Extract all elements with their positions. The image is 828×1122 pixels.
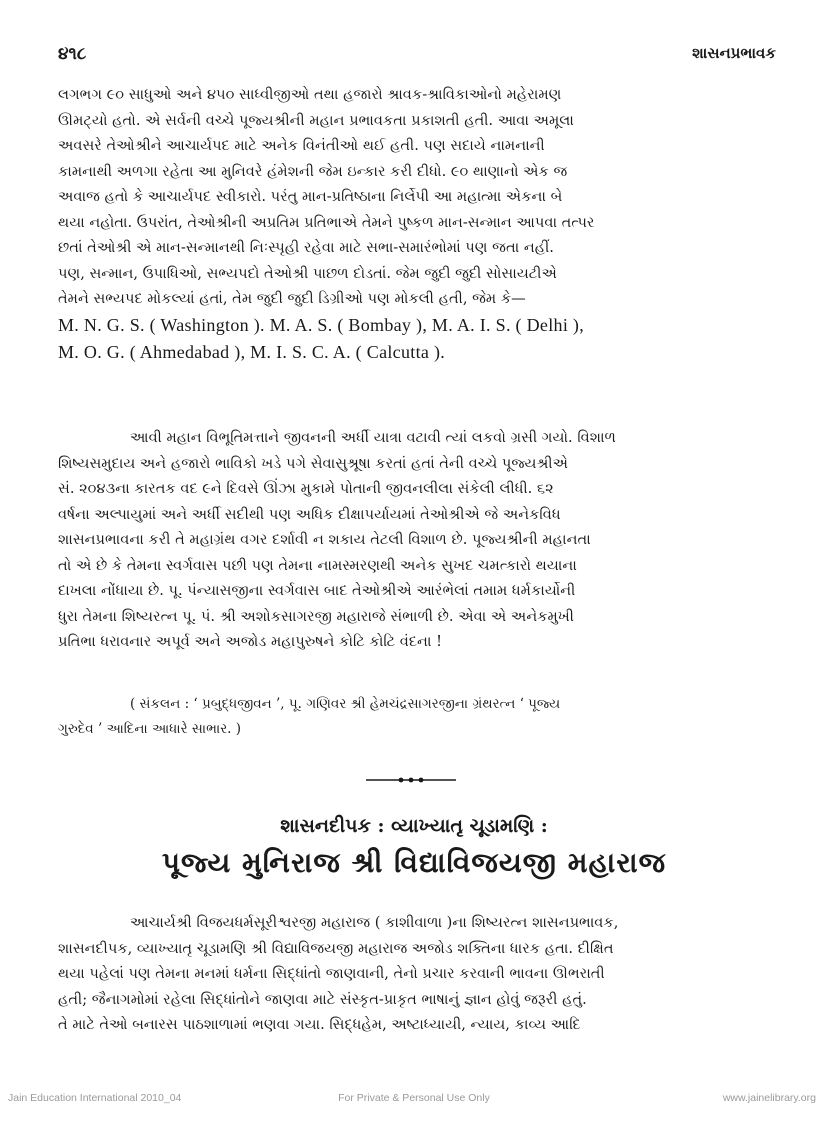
text-line: તો એ છે કે તેમના સ્વર્ગવાસ પછી પણ તેમના નામસ્મરણથી અનેક સુખદ ચમત્કારો થયાના xyxy=(58,556,577,574)
footer-usage-note: For Private & Personal Use Only xyxy=(338,1092,490,1104)
page-number: ૪૧૮ xyxy=(58,44,87,64)
text-line: તેમને સભ્યપદ મોકલ્યાં હતાં, તેમ જુદી જુદી ડિગ્રીઓ પણ મોકલી હતી, જેમ કે— xyxy=(58,290,526,307)
text-line: છતાં તેઓશ્રી એ માન-સન્માનથી નિઃસ્પૃહી રહેવા માટે સભા-સમારંભોમાં પણ જતા નહીં. xyxy=(58,239,554,256)
article-body xyxy=(58,910,772,1038)
text-line: હતી; જૈનાગમોમાં રહેલા સિદ્ધાંતોને જાણવા માટે સંસ્કૃત-પ્રાકૃત ભાષાનું જ્ઞાન હોવું જરૂરી હતું. xyxy=(58,990,587,1008)
text-line: લગભગ ૯૦ સાધુઓ અને ૪૫૦ સાધ્વીજીઓ તથા હજારો શ્રાવક-શ્રાવિકાઓનો મહેરામણ xyxy=(58,86,562,103)
text-line: તે માટે તેઓ બનારસ પાઠશાળામાં ભણવા ગયા. સિદ્ધહેમ, અષ્ટાધ્યાયી, ન્યાય, કાવ્ય આદિ xyxy=(58,1016,581,1033)
credit-line: ( સંકલન : ‘ પ્રબુદ્ધજીવન ’, પૂ. ગણિવર શ્રી હેમચંદ્રસાગરજીના ગ્રંથરત્ન ‘ પૂજ્ય xyxy=(130,696,561,712)
text-line: અવસરે તેઓશ્રીને આચાર્યપદ માટે અનેક વિનંતીઓ થઈ હતી. પણ સદાયે નામનાની xyxy=(58,137,545,154)
degrees-line: M. O. G. ( Ahmedabad ), M. I. S. C. A. ( Calcutta ). xyxy=(58,341,446,362)
text-line: આવી મહાન વિભૂતિમત્તાને જીવનની અર્ધી યાત્રા વટાવી ત્યાં લકવો ગ્રસી ગયો. વિશાળ xyxy=(130,429,616,446)
footer-website-link[interactable]: www.jainelibrary.org xyxy=(722,1092,816,1104)
article-title: પૂજ્ય મુનિરાજ શ્રી વિદ્યાવિજયજી મહારાજ xyxy=(161,846,667,879)
text-line: વર્ષના અલ્પાયુમાં અને અર્ધી સદીથી પણ અધિક દીક્ષાપર્યાયમાં તેઓશ્રીએ જે અનેકવિધ xyxy=(58,505,561,523)
text-line: ઊમટ્યો હતો. એ સર્વની વચ્ચે પૂજ્યશ્રીની મહાન પ્રભાવકતા પ્રકાશતી હતી. આવા અમૂલા xyxy=(58,111,574,129)
text-line: ધુરા તેમના શિષ્યરત્ન પૂ. પં. શ્રી અશોકસાગરજી મહારાજે સંભાળી છે. એવા એ અનેકમુખી xyxy=(58,607,574,625)
footer-publisher: Jain Education International 2010_04 xyxy=(8,1092,182,1104)
running-title: શાસનપ્રભાવક xyxy=(692,44,776,62)
article-subtitle: શાસનદીપક : વ્યાખ્યાતૃ ચૂડામણિ : xyxy=(280,815,548,837)
text-line: અવાજ હતો કે આચાર્યપદ સ્વીકારો. પરંતુ માન-પ્રતિષ્ઠાના નિર્લેપી આ મહાત્મા એકના બે xyxy=(58,188,563,205)
degrees-line: M. N. G. S. ( Washington ). M. A. S. ( Bombay ), M. A. I. S. ( Delhi ), xyxy=(58,314,585,335)
text-line: થયા પહેલાં પણ તેમના મનમાં ધર્મના સિદ્ધાંતો જાણવાની, તેનો પ્રચાર કરવાની ભાવના ઊભરાતી xyxy=(58,965,605,982)
text-line: દાખલા નોંધાયા છે. પૂ. પંન્યાસજીના સ્વર્ગવાસ બાદ તેઓશ્રીએ આરંભેલાં તમામ ધર્મકાર્યોની xyxy=(58,582,576,599)
text-line: પણ, સન્માન, ઉપાધિઓ, સભ્યપદો તેઓશ્રી પાછળ દોડતાં. જેમ જુદી જુદી સોસાયટીએ xyxy=(58,264,557,282)
text-line: પ્રતિભા ધરાવનાર અપૂર્વ અને અજોડ મહાપુરુષને કોટિ કોટિ વંદના ! xyxy=(58,633,443,650)
text-line: શાસનદીપક, વ્યાખ્યાતૃ ચૂડામણિ શ્રી વિદ્યાવિજયજી મહારાજ અજોડ શક્તિના ધારક હતા. દીક્ષિત xyxy=(58,939,614,957)
text-line: થયા નહોતા. ઉપરાંત, તેઓશ્રીની અપ્રતિમ પ્રતિભાએ તેમને પુષ્કળ માન-સન્માન આપવા તત્પર xyxy=(58,213,595,231)
section-2 xyxy=(58,425,772,655)
text-line: સં. ૨૦૪૩ના કારતક વદ ૯ને દિવસે ઊંઝા મુકામે પોતાની જીવનલીલા સંકેલી લીધી. ૬૨ xyxy=(58,480,554,497)
text-line: આચાર્યશ્રી વિજયધર્મસૂરીશ્વરજી મહારાજ ( કાશીવાળા )ના શિષ્યરત્ન શાસનપ્રભાવક, xyxy=(130,914,619,931)
source-credit xyxy=(58,692,772,742)
section-1 xyxy=(58,82,772,366)
credit-line: ગુરુદેવ ’ આદિના આધારે સાભાર. ) xyxy=(58,721,242,737)
text-line: શાસનપ્રભાવના કરી તે મહાગ્રંથ વગર દર્શાવી ન શકાય તેટલી વિશાળ છે. પૂજ્યશ્રીની મહાનતા xyxy=(58,531,591,548)
text-line: કામનાથી અળગા રહેતા આ મુનિવરે હંમેશની જેમ ઇન્કાર કરી દીધો. ૯૦ થાણાનો એક જ xyxy=(58,162,568,180)
divider-ornament-icon xyxy=(366,775,456,785)
text-line: શિષ્યસમુદાય અને હજારો ભાવિકો ખડે પગે સેવાસુશ્રૂષા કરતાં હતાં તેની વચ્ચે પૂજ્યશ્રીએ xyxy=(58,454,568,472)
